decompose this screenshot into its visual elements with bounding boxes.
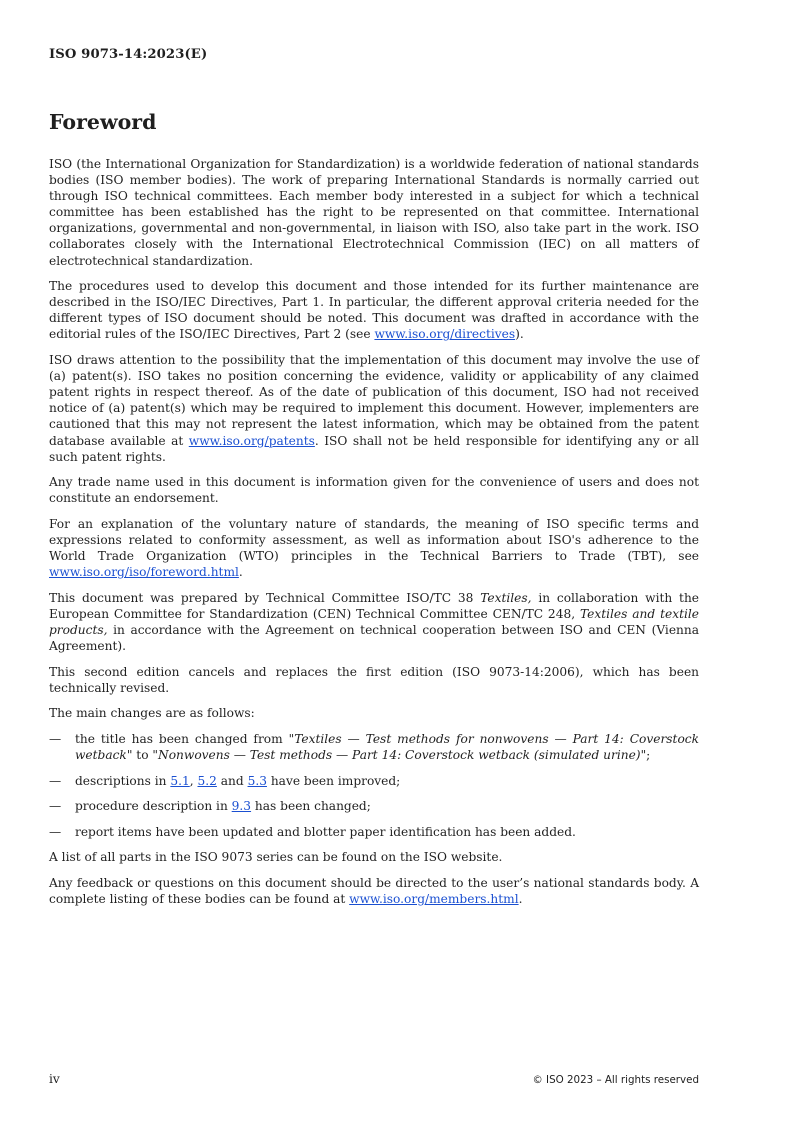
paragraph-voluntary-nature: For an explanation of the voluntary nature of standards, the meaning of ISO specific terms and expressions related to conformity assessment, as well as information about ISO's adherence to the World Trade Organization (WTO) principles in the Technical Barriers to Trade (TBT), see www.iso.org/iso/foreword.html.: [49, 516, 699, 580]
paragraph-edition: This second edition cancels and replaces the first edition (ISO 9073-14:2006), which has been technically revised.: [49, 664, 699, 695]
paragraph-feedback: Any feedback or questions on this document should be directed to the user’s national standards body. A complete listing of these bodies can be found at www.iso.org/members.html.: [49, 875, 699, 907]
clause-5-3-link[interactable]: 5.3: [247, 773, 267, 788]
paragraph-iso-intro: ISO (the International Organization for Standardization) is a worldwide federation of national standards bodies (ISO member bodies). The work of preparing International Standards is normally carried out through ISO technical committees. Each member body interested in a subject for which a technical committee has been established has the right to be represented on that committee. International organizations, governmental and non-governmental, in liaison with ISO, also take part in the work. ISO collaborates closely with the International Electrotechnical Commission (IEC) on all matters of electrotechnical standardization.: [49, 157, 699, 268]
page-title: Foreword: [49, 110, 157, 134]
foreword-body: [49, 156, 699, 917]
foreword-link[interactable]: www.iso.org/iso/foreword.html: [49, 565, 239, 580]
list-item: — the title has been changed from "Textiles — Test methods for nonwovens — Part 14: Coverstock wetback" to "Nonwovens — Test methods — Part 14: Coverstock wetback (simulated urine)";: [49, 731, 699, 762]
paragraph-patents: ISO draws attention to the possibility that the implementation of this document may involve the use of (a) patent(s). ISO takes no position concerning the evidence, validity or applicability of any claimed patent rights in respect thereof. As of the date of publication of this document, ISO had not received notice of (a) patent(s) which may be required to implement this document. However, implementers are cautioned that this may not represent the latest information, which may be obtained from the patent database available at www.iso.org/patents. ISO shall not be held responsible for identifying any or all such patent rights.: [49, 353, 699, 464]
paragraph-procedures: The procedures used to develop this document and those intended for its further maintenance are described in the ISO/IEC Directives, Part 1. In particular, the different approval criteria needed for the different types of ISO document should be noted. This document was drafted in accordance with the editorial rules of the ISO/IEC Directives, Part 2 (see www.iso.org/directives).: [49, 279, 699, 342]
list-dash: —: [49, 731, 62, 746]
clause-9-3-link[interactable]: 9.3: [231, 799, 252, 814]
paragraph-changes-intro: The main changes are as follows:: [49, 706, 255, 721]
page-number: iv: [49, 1072, 60, 1086]
directives-link[interactable]: www.iso.org/directives: [374, 327, 516, 342]
document-id: ISO 9073-14:2023(E): [49, 47, 208, 62]
list-item: — descriptions in 5.1, 5.2 and 5.3 have been improved;: [49, 773, 401, 788]
list-dash: —: [49, 773, 62, 788]
list-item: — report items have been updated and blotter paper identification has been added.: [49, 824, 576, 839]
members-link[interactable]: www.iso.org/members.html: [349, 892, 519, 907]
paragraph-trade-name: Any trade name used in this document is information given for the convenience of users and does not constitute an endorsement.: [49, 475, 699, 506]
list-item: — procedure description in 9.3 has been changed;: [49, 799, 371, 814]
clause-5-2-link[interactable]: 5.2: [197, 773, 217, 788]
paragraph-committee: This document was prepared by Technical Committee ISO/TC 38 Textiles, in collaboration with the European Committee for Standardization (CEN) Technical Committee CEN/TC 248, Textiles and textile products, in accordance with the Agreement on technical cooperation between ISO and CEN (Vienna Agreement).: [49, 590, 700, 654]
list-dash: —: [49, 824, 62, 839]
patents-link[interactable]: www.iso.org/patents: [188, 433, 315, 448]
changes-list: [49, 731, 699, 840]
clause-5-1-link[interactable]: 5.1: [170, 773, 190, 788]
copyright-notice: © ISO 2023 – All rights reserved: [532, 1074, 699, 1086]
paragraph-series-list: A list of all parts in the ISO 9073 series can be found on the ISO website.: [49, 850, 503, 865]
list-dash: —: [49, 799, 62, 814]
